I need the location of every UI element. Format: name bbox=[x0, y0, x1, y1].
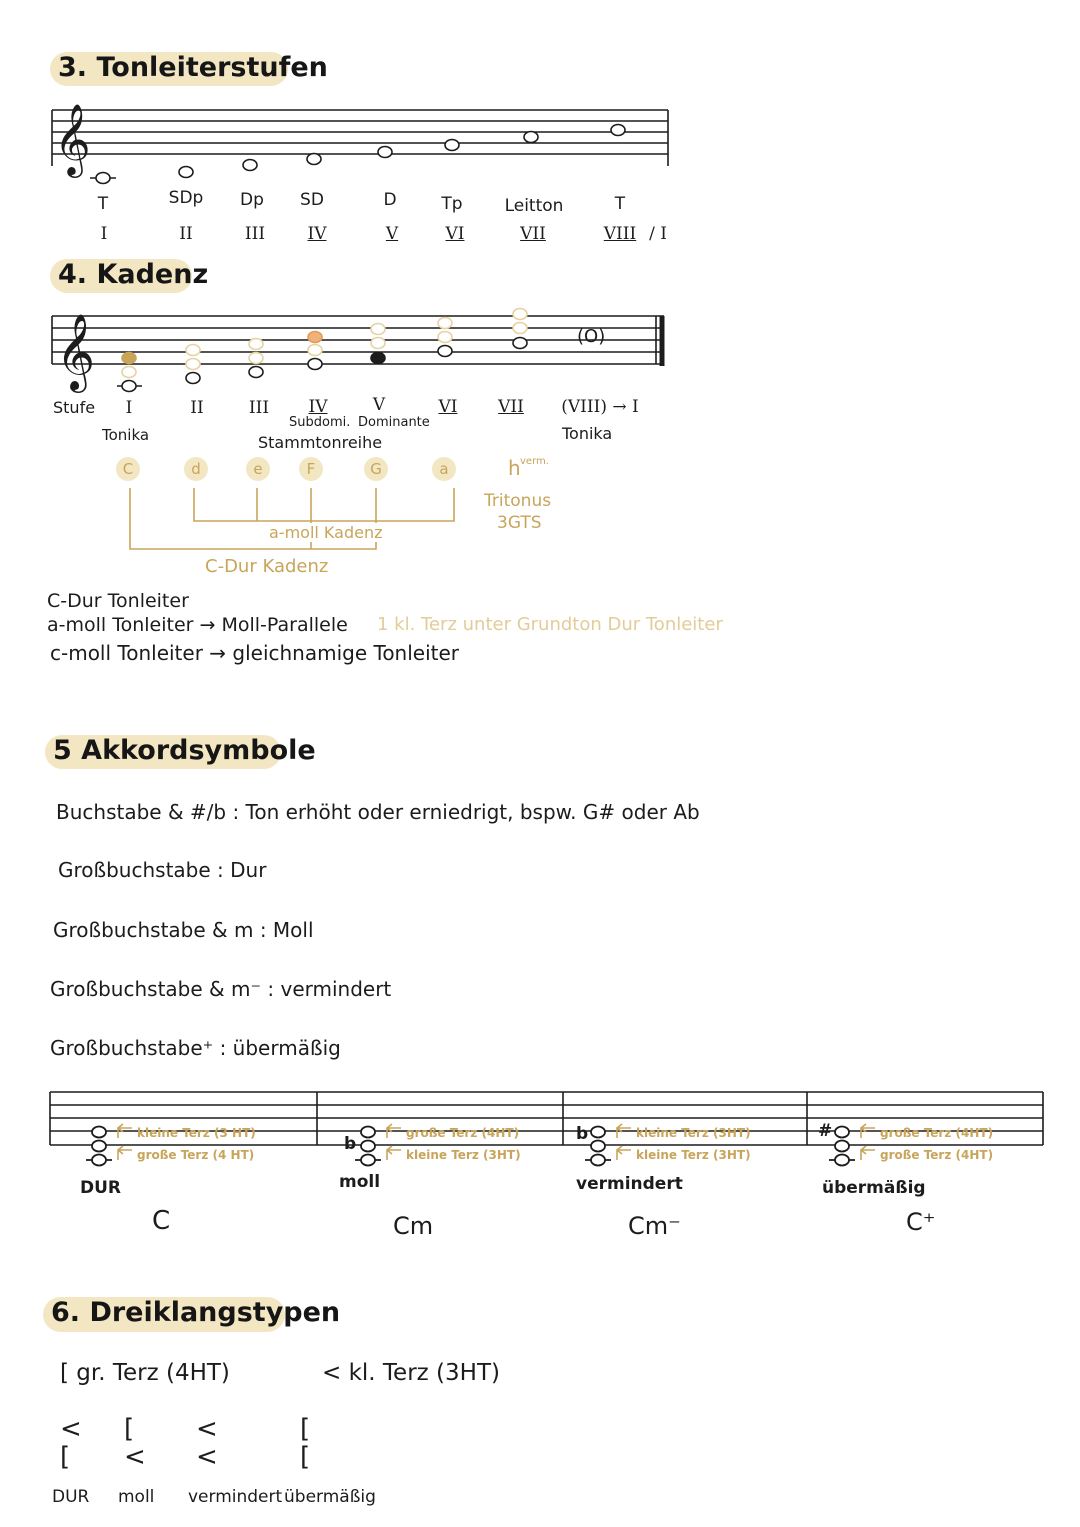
akkord-rule-3: Großbuchstabe & m : Moll bbox=[53, 918, 314, 942]
flat-icon: b bbox=[576, 1124, 589, 1144]
kadenz-degree: VI bbox=[438, 397, 458, 417]
tonleiter-line-2-note: 1 kl. Terz unter Grundton Dur Tonleiter bbox=[377, 614, 723, 635]
chord-symbol: Cm bbox=[393, 1212, 434, 1240]
function-label: SDp bbox=[168, 188, 204, 208]
interval-label: kleine Terz (3HT) bbox=[636, 1126, 751, 1140]
triad-symbol-bottom: [ bbox=[300, 1442, 311, 1472]
interval-label: kleine Terz (3 HT) bbox=[137, 1126, 256, 1140]
staff-1 bbox=[52, 110, 668, 166]
note-circle: a bbox=[432, 457, 456, 481]
treble-clef-icon-2: 𝄞 bbox=[56, 313, 96, 390]
kadenz-last-degree: (VIII) → I bbox=[561, 397, 639, 417]
sharp-icon: # bbox=[818, 1121, 833, 1141]
note-circle: d bbox=[184, 457, 208, 481]
chord-name: DUR bbox=[80, 1178, 122, 1198]
chord-symbol: C⁺ bbox=[906, 1208, 936, 1236]
chord-symbol: Cm⁻ bbox=[628, 1212, 681, 1240]
degree-suffix: / I bbox=[649, 224, 667, 244]
function-label: T bbox=[97, 194, 109, 214]
triad-type-name: moll bbox=[118, 1487, 155, 1507]
h-note: h bbox=[508, 456, 521, 480]
interval-label: große Terz (4HT) bbox=[406, 1126, 520, 1140]
note-circle: F bbox=[299, 457, 323, 481]
akkord-rule-4: Großbuchstabe & m⁻ : vermindert bbox=[50, 977, 392, 1001]
degree-label: VII bbox=[520, 224, 546, 244]
akkord-rule-2: Großbuchstabe : Dur bbox=[58, 858, 267, 882]
kadenz-degree: II bbox=[190, 398, 204, 418]
tonleiter-line-1: C-Dur Tonleiter bbox=[47, 590, 189, 612]
note-circle: G bbox=[364, 457, 388, 481]
degree-label: II bbox=[179, 224, 193, 244]
tonleiter-line-3: c-moll Tonleiter → gleichnamige Tonleiter bbox=[50, 641, 460, 665]
akkord-rule-5: Großbuchstabe⁺ : übermäßig bbox=[50, 1036, 341, 1060]
kadenz-degree: I bbox=[125, 398, 133, 418]
kadenz-degree: V bbox=[372, 395, 386, 415]
function-label: Tp bbox=[441, 194, 463, 214]
chord-name: moll bbox=[339, 1172, 381, 1192]
sec3-title: 3. Tonleiterstufen bbox=[58, 52, 328, 83]
note-c bbox=[96, 173, 110, 184]
degree-label: IV bbox=[307, 224, 327, 244]
triad-type-name: vermindert bbox=[188, 1487, 283, 1507]
subdominante-label: Subdomi. bbox=[289, 415, 351, 430]
akkord-rule-1: Buchstabe & #/b : Ton erhöht oder erniedrigt, bspw. G# oder Ab bbox=[56, 800, 700, 824]
kadenz-degree: III bbox=[248, 398, 270, 418]
interval-label: kleine Terz (3HT) bbox=[406, 1148, 521, 1162]
note-h bbox=[524, 132, 538, 143]
triad-symbol-top: [ bbox=[300, 1414, 311, 1444]
triad-type-name: übermäßig bbox=[284, 1487, 376, 1507]
tonleiter-line-2: a-moll Tonleiter → Moll-Parallele bbox=[47, 614, 348, 636]
sec6-title: 6. Dreiklangstypen bbox=[51, 1297, 341, 1328]
function-label: Leitton bbox=[504, 196, 564, 216]
h-note-sup: verm. bbox=[520, 456, 549, 467]
tonika-label: Tonika bbox=[102, 426, 150, 444]
treble-clef-icon-1: 𝄞 bbox=[54, 102, 91, 175]
function-label: D bbox=[383, 190, 397, 210]
legend-kl-terz: < kl. Terz (3HT) bbox=[322, 1360, 500, 1386]
amoll-kadenz-label: a-moll Kadenz bbox=[266, 523, 385, 542]
kadenz-degree: VII bbox=[498, 397, 524, 417]
degree-label: I bbox=[100, 224, 108, 244]
note-circle: e bbox=[246, 457, 270, 481]
kadenz-last-note: (O) bbox=[577, 326, 606, 347]
triad-symbol-bottom: < bbox=[196, 1442, 218, 1472]
interval-label: kleine Terz (3HT) bbox=[636, 1148, 751, 1162]
staff-2 bbox=[52, 316, 664, 364]
triad-symbol-bottom: [ bbox=[60, 1442, 71, 1472]
triad-symbol-bottom: < bbox=[124, 1442, 146, 1472]
chord-name: übermäßig bbox=[822, 1178, 926, 1198]
tritonus-sub: 3GTS bbox=[497, 513, 542, 533]
note-c2 bbox=[611, 125, 625, 136]
flat-icon: b bbox=[344, 1134, 357, 1154]
chord-symbol: C bbox=[152, 1206, 171, 1236]
cdur-kadenz-label: C-Dur Kadenz bbox=[205, 556, 329, 577]
stammtonreihe-label: Stammtonreihe bbox=[258, 433, 383, 452]
legend-gr-terz: [ gr. Terz (4HT) bbox=[60, 1360, 230, 1386]
dominante-label: Dominante bbox=[358, 415, 430, 430]
degree-label: VIII bbox=[603, 224, 637, 244]
note-f bbox=[307, 154, 321, 165]
degree-label: VI bbox=[445, 224, 465, 244]
note-a bbox=[445, 140, 459, 151]
interval-label: große Terz (4HT) bbox=[880, 1126, 994, 1140]
sec4-title: 4. Kadenz bbox=[58, 259, 209, 290]
sec5-title: 5 Akkordsymbole bbox=[53, 735, 316, 766]
note-e bbox=[243, 160, 257, 171]
interval-label: große Terz (4HT) bbox=[880, 1148, 994, 1162]
tonika-label-2: Tonika bbox=[562, 424, 613, 443]
interval-label: große Terz (4 HT) bbox=[137, 1148, 255, 1162]
triad-symbol-top: [ bbox=[124, 1414, 135, 1444]
chord-name: vermindert bbox=[576, 1174, 683, 1194]
function-label: Dp bbox=[240, 190, 264, 210]
stufe-label: Stufe bbox=[53, 398, 96, 417]
triad-notes bbox=[117, 309, 527, 392]
triad-symbol-top: < bbox=[60, 1414, 82, 1444]
tritonus-label: Tritonus bbox=[484, 491, 552, 511]
note-circle: C bbox=[116, 457, 140, 481]
triad-type-name: DUR bbox=[52, 1487, 90, 1507]
degree-label: V bbox=[385, 224, 399, 244]
degree-label: III bbox=[244, 224, 266, 244]
note-g bbox=[378, 147, 392, 158]
kadenz-degree: IV bbox=[308, 397, 328, 417]
note-d bbox=[179, 167, 193, 178]
function-label: T bbox=[614, 194, 626, 214]
triad-symbol-top: < bbox=[196, 1414, 218, 1444]
function-label: SD bbox=[300, 190, 324, 210]
